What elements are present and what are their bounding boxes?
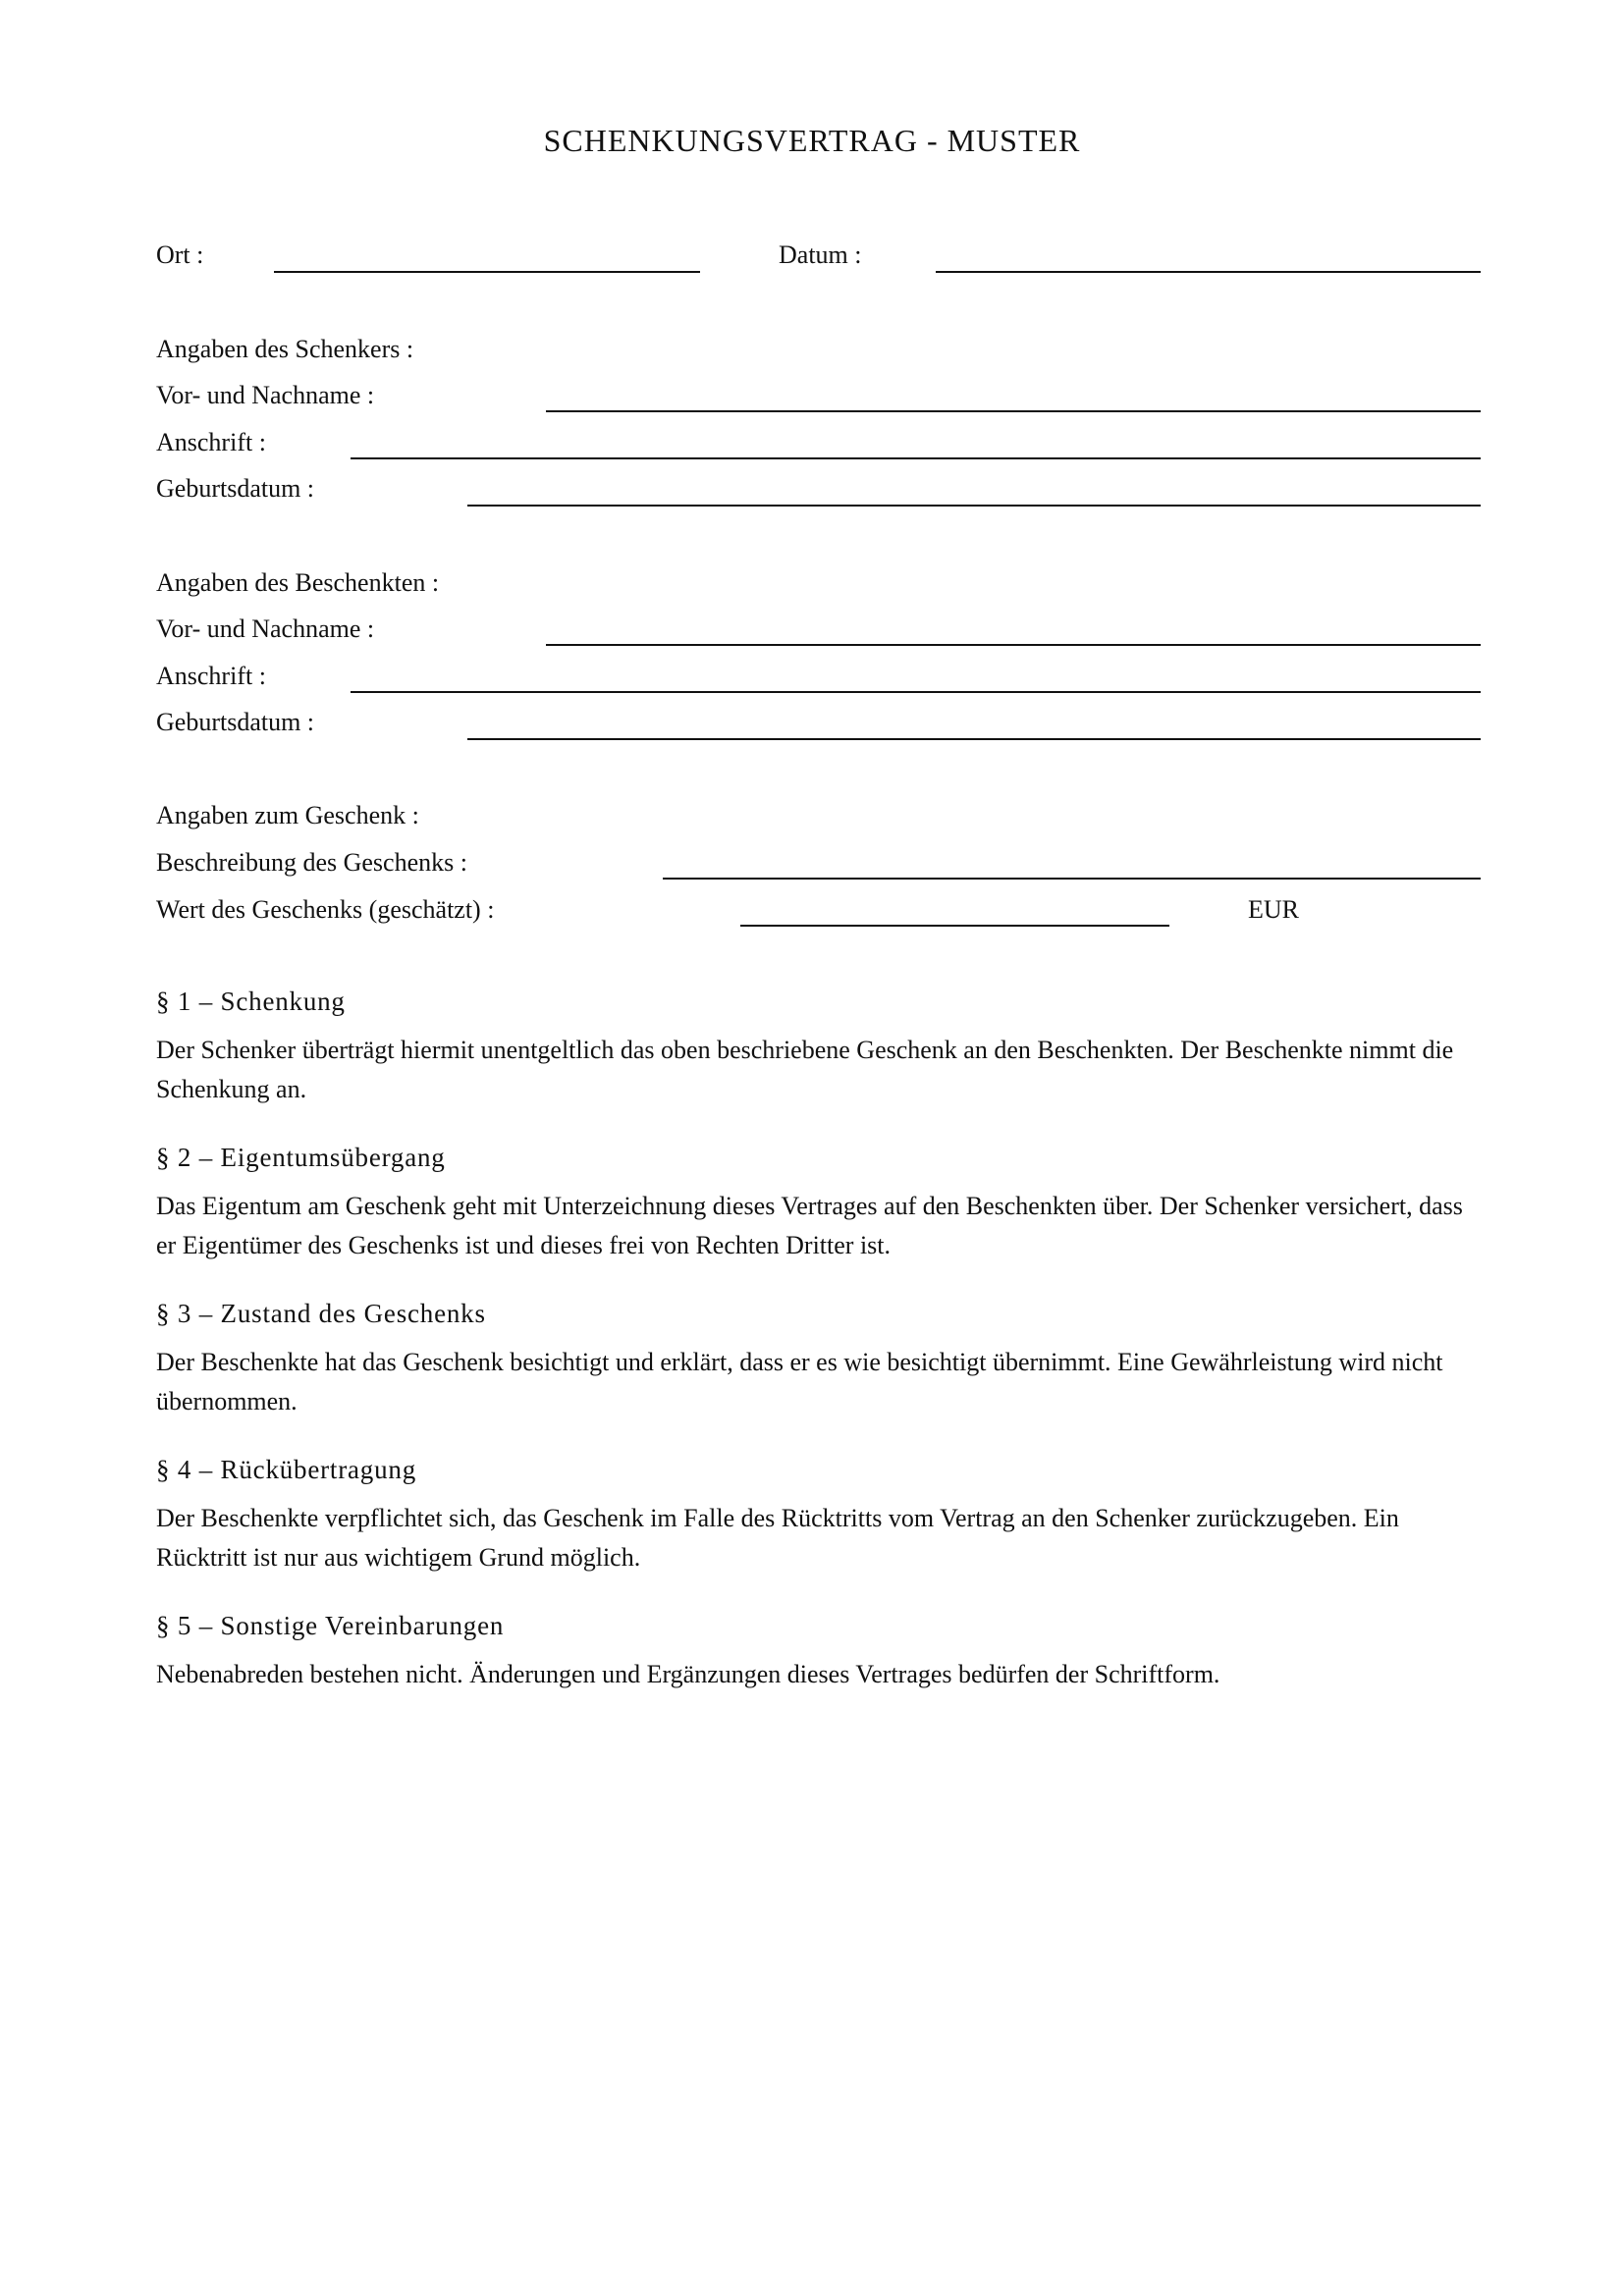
schenker-name-label: Vor- und Nachname : xyxy=(156,381,375,409)
ort-label: Ort : xyxy=(156,240,204,269)
currency-label: EUR xyxy=(1248,895,1299,924)
datum-field-line[interactable] xyxy=(936,271,1481,273)
section-1-text: Der Schenker überträgt hiermit unentgeltlich das oben beschriebene Geschenk an den Beschenkten. Der Beschenkte nimmt die Schenkung an. xyxy=(156,1036,1454,1103)
geschenk-value-line[interactable] xyxy=(740,925,1169,927)
section-1-heading: § 1 – Schenkung xyxy=(156,987,346,1016)
schenker-birthdate-label: Geburtsdatum : xyxy=(156,474,315,503)
section-2-heading: § 2 – Eigentumsübergang xyxy=(156,1143,446,1172)
section-4-text: Der Beschenkte verpflichtet sich, das Geschenk im Falle des Rücktritts vom Vertrag an den Schenker zurückzugeben. Ein Rücktritt ist nur aus wichtigem Grund möglich. xyxy=(156,1504,1399,1572)
schenker-name-line[interactable] xyxy=(546,410,1481,412)
beschenkter-name-label: Vor- und Nachname : xyxy=(156,614,375,643)
section-3-text: Der Beschenkte hat das Geschenk besichtigt und erklärt, dass er es wie besichtigt übernimmt. Eine Gewährleistung wird nicht übernommen. xyxy=(156,1348,1443,1415)
section-3-heading: § 3 – Zustand des Geschenks xyxy=(156,1299,486,1328)
geschenk-description-line[interactable] xyxy=(663,878,1481,880)
geschenk-description-label: Beschreibung des Geschenks : xyxy=(156,848,467,877)
beschenkter-address-label: Anschrift : xyxy=(156,662,266,690)
section-5-text: Nebenabreden bestehen nicht. Änderungen und Ergänzungen dieses Vertrages bedürfen der Schriftform. xyxy=(156,1660,1220,1688)
section-5-heading: § 5 – Sonstige Vereinbarungen xyxy=(156,1611,505,1640)
beschenkter-address-line[interactable] xyxy=(351,691,1481,693)
section-2-text: Das Eigentum am Geschenk geht mit Unterzeichnung dieses Vertrages auf den Beschenkten über. Der Schenker versichert, dass er Eigentümer des Geschenks ist und dieses frei von Rechten Dritter ist. xyxy=(156,1192,1463,1259)
beschenkter-birthdate-label: Geburtsdatum : xyxy=(156,708,315,736)
ort-field-line[interactable] xyxy=(274,271,700,273)
schenker-address-line[interactable] xyxy=(351,457,1481,459)
beschenkter-name-line[interactable] xyxy=(546,644,1481,646)
document-title: SCHENKUNGSVERTRAG - MUSTER xyxy=(543,123,1081,158)
schenker-address-label: Anschrift : xyxy=(156,428,266,456)
datum-label: Datum : xyxy=(779,240,862,269)
geschenk-heading: Angaben zum Geschenk : xyxy=(156,801,419,829)
schenker-birthdate-line[interactable] xyxy=(467,505,1481,507)
schenker-heading: Angaben des Schenkers : xyxy=(156,335,414,363)
beschenkter-birthdate-line[interactable] xyxy=(467,738,1481,740)
geschenk-value-label: Wert des Geschenks (geschätzt) : xyxy=(156,895,495,924)
section-4-heading: § 4 – Rückübertragung xyxy=(156,1455,416,1484)
beschenkter-heading: Angaben des Beschenkten : xyxy=(156,568,440,597)
